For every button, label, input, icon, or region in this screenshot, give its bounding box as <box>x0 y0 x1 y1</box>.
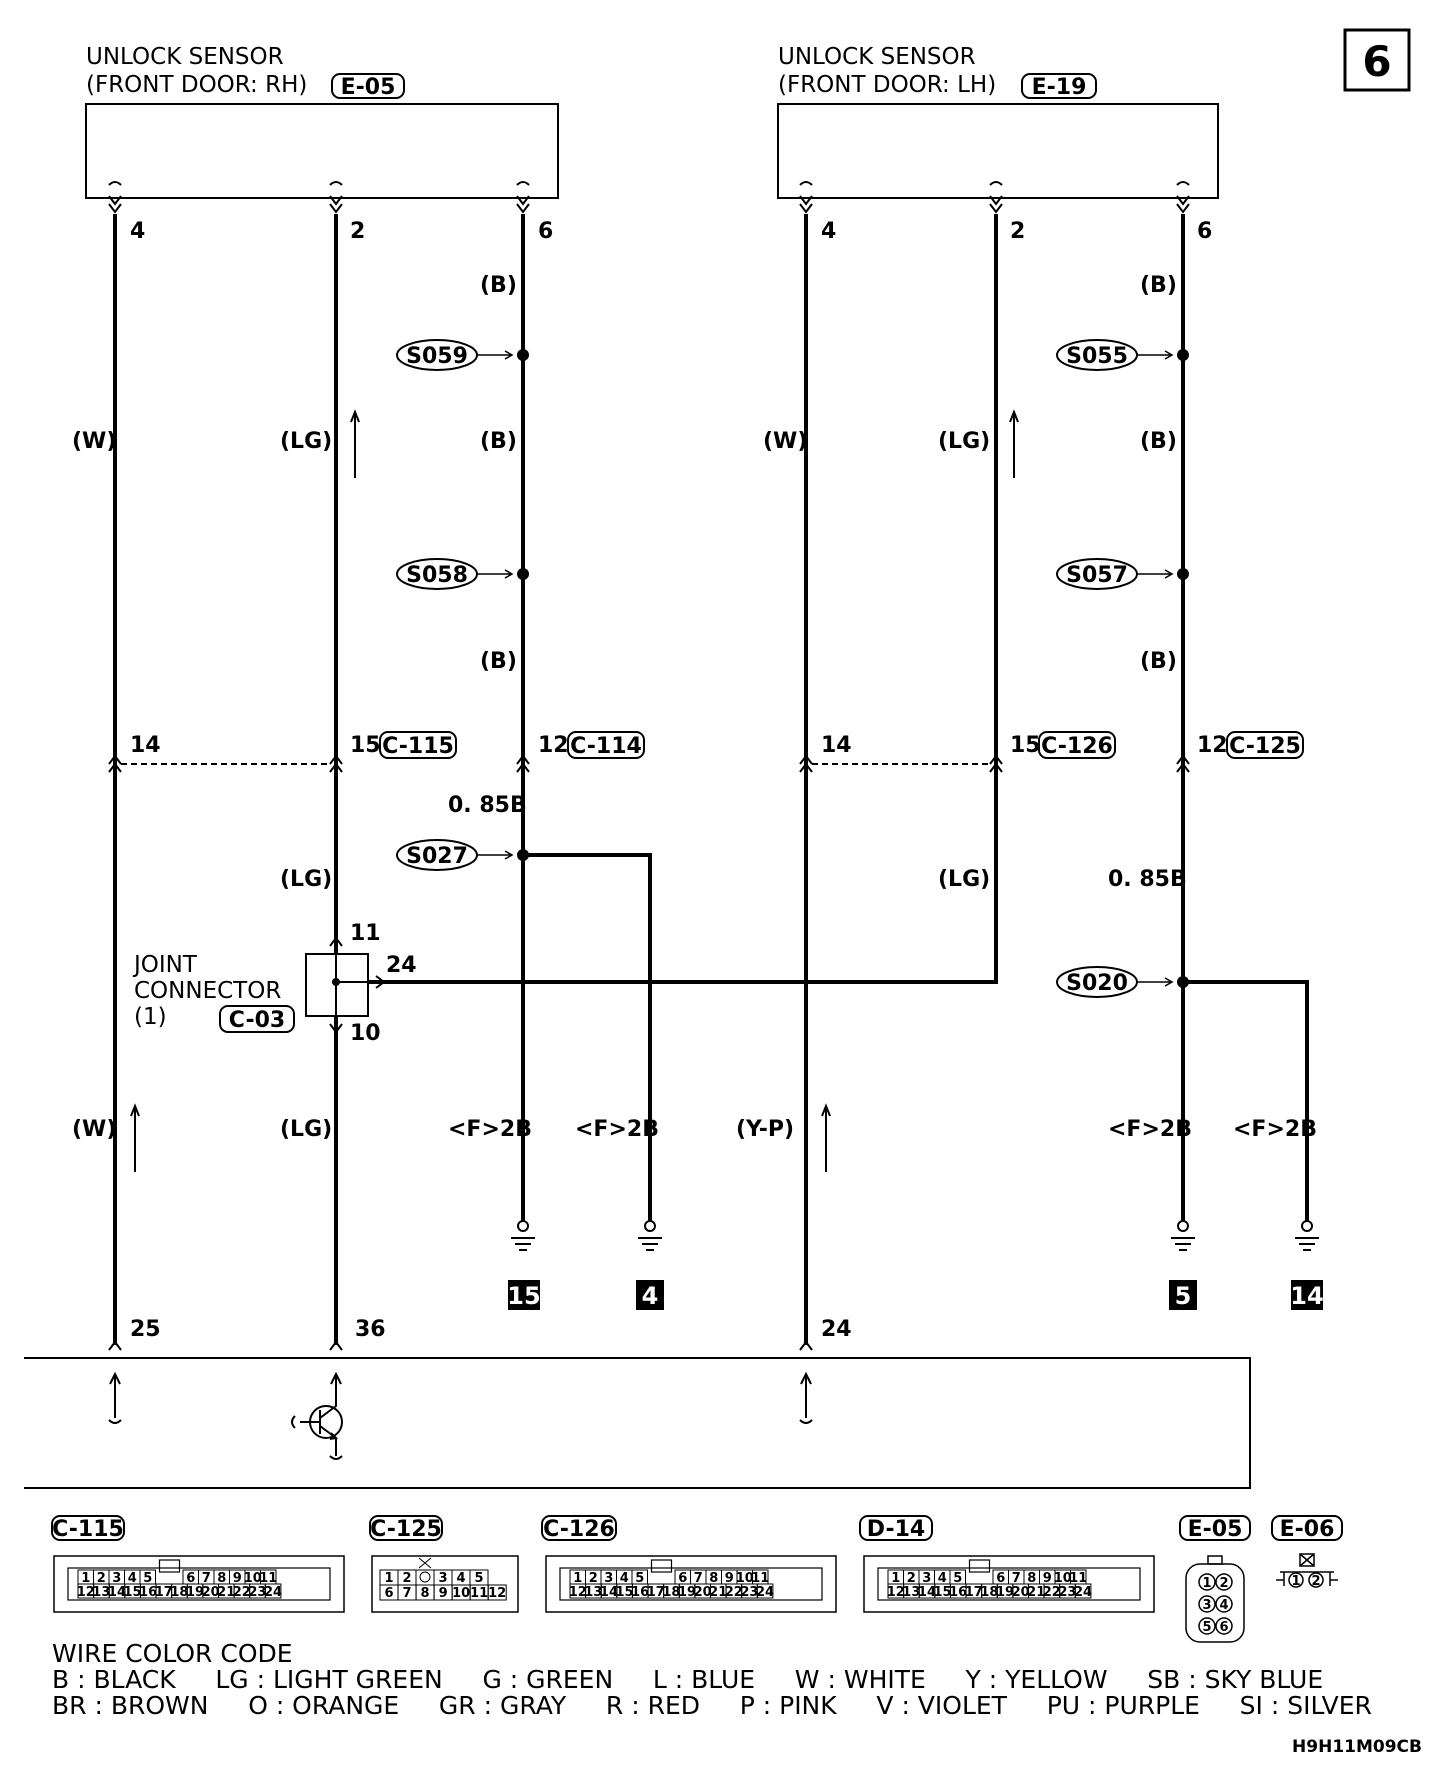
color-lh-b085: 0. 85B <box>1108 867 1187 892</box>
view-d14-grid-pin: 12 <box>886 1585 905 1600</box>
page-number: 6 <box>1362 37 1392 86</box>
joint-connector-label-1: JOINT <box>134 952 197 978</box>
view-c125-grid-pin: 1 <box>384 1571 394 1586</box>
view-c115-label: C-115 <box>52 1517 124 1542</box>
view-c125-grid-pin: 2 <box>402 1571 412 1586</box>
view-e06-pin-2: 2 <box>1311 1574 1321 1589</box>
color-lh-lg-2: (LG) <box>938 867 991 892</box>
pin-rh-15: 15 <box>350 733 381 758</box>
view-c115-grid-pin: 7 <box>201 1571 211 1586</box>
view-e05-pin: 2 <box>1219 1576 1229 1591</box>
splice-s055-label: S055 <box>1066 344 1128 369</box>
splice-s055 <box>1057 340 1172 370</box>
view-c126-grid-pin: 13 <box>584 1585 603 1600</box>
view-d14-grid-pin: 14 <box>917 1585 937 1600</box>
control-unit <box>24 1358 1250 1488</box>
view-c126-grid-pin: 8 <box>709 1571 719 1586</box>
view-d14-grid-pin: 2 <box>906 1571 916 1586</box>
view-d14-grid-pin: 9 <box>1042 1571 1052 1586</box>
pin-jc-24: 24 <box>386 953 417 978</box>
color-lh-yp: (Y-P) <box>736 1117 795 1142</box>
ground-symbol-15 <box>511 1221 535 1250</box>
color-lh-w-1: (W) <box>763 429 808 454</box>
view-c115-grid-pin: 4 <box>127 1571 137 1586</box>
splice-s059-label: S059 <box>406 344 468 369</box>
splice-s058-label: S058 <box>406 563 468 588</box>
view-d14-grid <box>864 1556 1154 1612</box>
view-c126-grid-pin: 22 <box>724 1585 743 1600</box>
ground-tags <box>507 1280 1323 1310</box>
splice-s059 <box>397 340 512 370</box>
view-c115-grid-pin: 12 <box>76 1585 95 1600</box>
view-e05-pin: 6 <box>1219 1620 1229 1635</box>
view-e06-body <box>1276 1554 1338 1587</box>
view-d14-grid-pin: 6 <box>996 1571 1006 1586</box>
splice-s020-label: S020 <box>1066 971 1128 996</box>
color-rh-b-3: (B) <box>480 649 517 674</box>
view-d14-grid-pin: 18 <box>980 1585 999 1600</box>
view-c125-grid <box>372 1556 518 1612</box>
view-e06-pin-1: 1 <box>1291 1574 1301 1589</box>
view-c115-grid-pin: 17 <box>154 1585 173 1600</box>
view-c126-grid-pin: 19 <box>677 1585 697 1600</box>
view-c126-grid-pin: 21 <box>709 1585 728 1600</box>
view-c126-grid-pin: 1 <box>573 1571 583 1586</box>
view-c126-label: C-126 <box>543 1517 615 1542</box>
view-c125-grid-pin: 4 <box>456 1571 466 1586</box>
view-e05-pin: 1 <box>1202 1576 1212 1591</box>
view-c115-grid-pin: 19 <box>185 1585 205 1600</box>
ground-tag-15: 15 <box>507 1282 541 1310</box>
view-c115-grid-pin: 6 <box>186 1571 196 1586</box>
splice-dots <box>517 349 1189 988</box>
connector-grids <box>54 1556 1154 1612</box>
color-rh-lg-3: (LG) <box>280 1117 333 1142</box>
ground-symbols <box>511 1221 1319 1250</box>
color-lh-lg-1: (LG) <box>938 429 991 454</box>
view-d14-grid-pin: 21 <box>1027 1585 1046 1600</box>
view-c115-grid <box>54 1556 344 1612</box>
view-c125-grid-pin: 11 <box>470 1586 489 1601</box>
pin-rh-2: 2 <box>350 219 366 244</box>
view-d14-grid-pin: 24 <box>1073 1585 1093 1600</box>
view-c126-grid-pin: 9 <box>724 1571 734 1586</box>
view-c126-grid <box>546 1556 836 1612</box>
view-d14-grid-pin: 7 <box>1011 1571 1021 1586</box>
ground-tag-4: 4 <box>641 1282 659 1310</box>
pin-lh-15: 15 <box>1010 733 1041 758</box>
view-c115-grid-pin: 21 <box>217 1585 236 1600</box>
view-d14-grid-pin: 13 <box>902 1585 921 1600</box>
color-rh-f2b-2: <F>2B <box>575 1117 659 1142</box>
view-d14-grid-pin: 3 <box>922 1571 932 1586</box>
view-c126-grid-pin: 16 <box>631 1585 650 1600</box>
color-rh-lg-2: (LG) <box>280 867 333 892</box>
connector-views <box>52 1516 1342 1542</box>
view-e05-pin: 3 <box>1202 1598 1212 1613</box>
color-lh-f2b-2: <F>2B <box>1233 1117 1317 1142</box>
view-c126-grid-pin: 17 <box>646 1585 665 1600</box>
view-c115-grid-pin: 20 <box>201 1585 220 1600</box>
page-number-box <box>1345 30 1409 90</box>
view-d14-grid-pin: 5 <box>953 1571 963 1586</box>
view-c115-grid-pin: 5 <box>143 1571 153 1586</box>
view-c115-grid-pin: 1 <box>81 1571 91 1586</box>
sensor-rh-subtitle: (FRONT DOOR: RH) <box>86 72 308 98</box>
sensor-rh-body <box>86 104 558 198</box>
color-lh-f2b-1: <F>2B <box>1108 1117 1192 1142</box>
view-c125-grid-pin: 12 <box>488 1586 507 1601</box>
splice-s027 <box>397 840 512 870</box>
view-c115-grid-pin: 22 <box>232 1585 251 1600</box>
pin-lh-2: 2 <box>1010 219 1026 244</box>
ground-symbol-5 <box>1171 1221 1195 1250</box>
view-d14-grid-pin: 16 <box>949 1585 968 1600</box>
view-c115-grid-pin: 18 <box>170 1585 189 1600</box>
wire-color-legend <box>52 1639 1372 1720</box>
color-rh-f2b-1: <F>2B <box>448 1117 532 1142</box>
splice-s027-label: S027 <box>406 844 468 869</box>
view-c126-grid-pin: 10 <box>735 1571 754 1586</box>
color-rh-b085: 0. 85B <box>448 793 527 818</box>
unlock-sensor-lh <box>778 44 1218 198</box>
pin-jc-10: 10 <box>350 1021 381 1046</box>
ground-symbol-14 <box>1295 1221 1319 1250</box>
color-rh-w-1: (W) <box>72 429 117 454</box>
view-c126-grid-pin: 24 <box>755 1585 775 1600</box>
view-c125-grid-pin: 5 <box>474 1571 484 1586</box>
pin-lh-6: 6 <box>1197 219 1213 244</box>
pin-lh-12: 12 <box>1197 733 1228 758</box>
unlock-sensor-rh <box>86 44 558 198</box>
sensor-lh-body <box>778 104 1218 198</box>
pin-rh-4: 4 <box>130 219 146 244</box>
view-c125-grid-pin: 9 <box>438 1586 448 1601</box>
pin-rh-14: 14 <box>130 733 161 758</box>
view-c126-grid-pin: 18 <box>662 1585 681 1600</box>
mid-connector-marks <box>109 756 1189 772</box>
view-d14-grid-pin: 15 <box>933 1585 952 1600</box>
view-d14-grid-pin: 20 <box>1011 1585 1030 1600</box>
pin-bot-36: 36 <box>355 1317 386 1342</box>
splice-s057-label: S057 <box>1066 563 1128 588</box>
ground-symbol-4 <box>638 1221 662 1250</box>
view-c125-label: C-125 <box>370 1517 442 1542</box>
color-lh-b-1: (B) <box>1140 273 1177 298</box>
pin-rh-12: 12 <box>538 733 569 758</box>
view-c115-grid-pin: 23 <box>248 1585 267 1600</box>
signal-arrows <box>131 412 1018 1172</box>
view-d14-grid-pin: 10 <box>1053 1571 1072 1586</box>
view-d14-grid-pin: 8 <box>1027 1571 1037 1586</box>
view-c125-grid-pin: 6 <box>384 1586 394 1601</box>
view-d14-grid-pin: 23 <box>1058 1585 1077 1600</box>
view-c126-grid-pin: 7 <box>693 1571 703 1586</box>
bottom-connector-marks <box>109 1342 812 1350</box>
color-lh-b-3: (B) <box>1140 649 1177 674</box>
splice-s058 <box>397 559 512 589</box>
view-d14-grid-pin: 17 <box>964 1585 983 1600</box>
color-lh-b-2: (B) <box>1140 429 1177 454</box>
view-c115-grid-pin: 16 <box>139 1585 158 1600</box>
view-c126-grid-pin: 3 <box>604 1571 614 1586</box>
view-c115-grid-pin: 14 <box>107 1585 127 1600</box>
view-c115-grid-pin: 24 <box>263 1585 283 1600</box>
view-c126-grid-pin: 23 <box>740 1585 759 1600</box>
pin-bot-25: 25 <box>130 1317 161 1342</box>
view-c126-grid-pin: 2 <box>588 1571 598 1586</box>
conn-c126: C-126 <box>1041 734 1113 759</box>
view-c115-grid-pin: 8 <box>217 1571 227 1586</box>
sensor-rh-title: UNLOCK SENSOR <box>86 44 284 70</box>
pin-lh-4: 4 <box>821 219 837 244</box>
color-rh-w-2: (W) <box>72 1117 117 1142</box>
joint-connector-label-3: (1) <box>134 1004 167 1030</box>
pin-lh-14: 14 <box>821 733 852 758</box>
pin-bot-24: 24 <box>821 1317 852 1342</box>
joint-connector-label-2: CONNECTOR <box>134 978 282 1004</box>
view-c115-grid-pin: 2 <box>96 1571 106 1586</box>
view-c115-grid-pin: 9 <box>232 1571 242 1586</box>
sensor-rh-code: E-05 <box>340 75 396 100</box>
view-c115-grid-pin: 15 <box>123 1585 142 1600</box>
view-c125-grid-pin: 3 <box>438 1571 448 1586</box>
view-e06-label: E-06 <box>1279 1517 1335 1542</box>
color-rh-lg-1: (LG) <box>280 429 333 454</box>
view-c126-grid-pin: 14 <box>599 1585 619 1600</box>
view-c126-grid-pin: 6 <box>678 1571 688 1586</box>
view-c115-grid-pin: 10 <box>243 1571 262 1586</box>
wire-s027-branch <box>523 855 650 1222</box>
view-c125-grid-pin: 7 <box>402 1586 412 1601</box>
sensor-lh-subtitle: (FRONT DOOR: LH) <box>778 72 997 98</box>
view-c126-grid-pin: 12 <box>568 1585 587 1600</box>
view-c115-grid-pin: 3 <box>112 1571 122 1586</box>
sensor-lh-title: UNLOCK SENSOR <box>778 44 976 70</box>
view-c125-grid-pin: 10 <box>452 1586 471 1601</box>
conn-c114: C-114 <box>570 734 642 759</box>
view-c125-grid-pin: 8 <box>420 1586 430 1601</box>
view-c126-grid-pin: 5 <box>635 1571 645 1586</box>
conn-c125: C-125 <box>1229 734 1301 759</box>
conn-c03: C-03 <box>228 1008 286 1033</box>
ground-tag-5: 5 <box>1174 1282 1192 1310</box>
view-c126-grid-pin: 11 <box>751 1571 770 1586</box>
splice-s057 <box>1057 559 1172 589</box>
conn-c115: C-115 <box>382 734 454 759</box>
view-c115-grid-pin: 11 <box>259 1571 278 1586</box>
wires <box>115 214 1307 1345</box>
view-d14-grid-pin: 1 <box>891 1571 901 1586</box>
view-d14-label: D-14 <box>866 1517 926 1542</box>
view-d14-grid-pin: 19 <box>995 1585 1015 1600</box>
legend-line-1: B : BLACK LG : LIGHT GREEN G : GREEN L : BLUE W : WHITE Y : YELLOW SB : SKY BLUE <box>52 1665 1324 1694</box>
view-e05-pin: 5 <box>1202 1620 1212 1635</box>
pin-jc-11: 11 <box>350 921 381 946</box>
wire-s020-branch <box>1183 982 1307 1222</box>
drawing-id: H9H11M09CB <box>1292 1737 1422 1757</box>
color-rh-b-1: (B) <box>480 273 517 298</box>
view-d14-grid-pin: 11 <box>1069 1571 1088 1586</box>
pin-rh-6: 6 <box>538 219 554 244</box>
view-e05-pins <box>1199 1574 1232 1635</box>
view-d14-grid-pin: 22 <box>1042 1585 1061 1600</box>
view-c126-grid-pin: 15 <box>615 1585 634 1600</box>
splice-s020 <box>1057 967 1172 997</box>
color-rh-b-2: (B) <box>480 429 517 454</box>
view-c115-grid-pin: 13 <box>92 1585 111 1600</box>
view-e05-pin: 4 <box>1219 1598 1229 1613</box>
sensor-lh-code: E-19 <box>1031 75 1087 100</box>
view-c126-grid-pin: 20 <box>693 1585 712 1600</box>
legend-line-2: BR : BROWN O : ORANGE GR : GRAY R : RED P : PINK V : VIOLET PU : PURPLE SI : SILVER <box>52 1691 1372 1720</box>
view-e05-label: E-05 <box>1187 1517 1243 1542</box>
view-c126-grid-pin: 4 <box>619 1571 629 1586</box>
ground-tag-14: 14 <box>1290 1282 1324 1310</box>
view-d14-grid-pin: 4 <box>937 1571 947 1586</box>
legend-title: WIRE COLOR CODE <box>52 1639 293 1668</box>
